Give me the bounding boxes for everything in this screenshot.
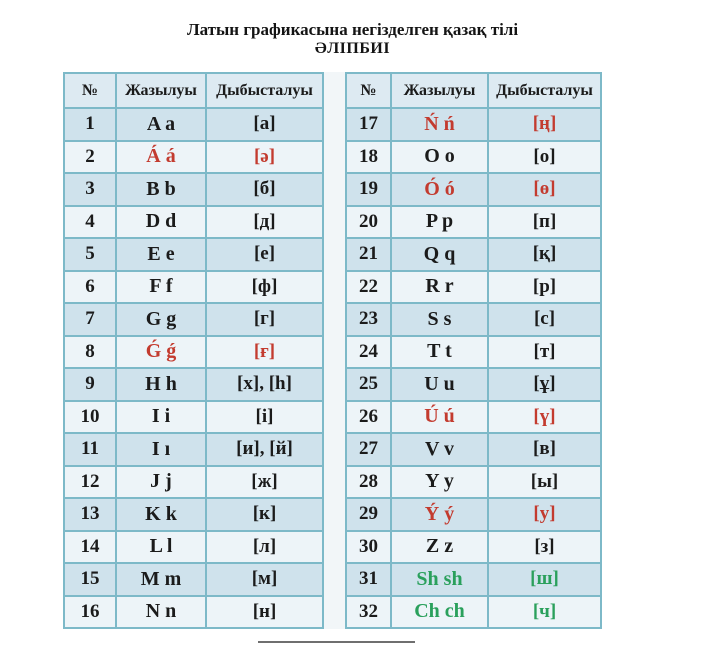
letter-pair: Ǵ ǵ: [116, 336, 206, 369]
table-row: [64, 368, 323, 401]
pronunciation: [ж]: [206, 466, 323, 499]
row-number: 28: [346, 466, 391, 499]
table-row: [346, 108, 601, 141]
row-number: 8: [64, 336, 116, 369]
footer-rule: [258, 641, 415, 643]
row-number: 9: [64, 368, 116, 401]
row-number: 10: [64, 401, 116, 434]
pronunciation: [а]: [206, 108, 323, 141]
letter-pair: I i: [116, 401, 206, 434]
letter-pair: B b: [116, 173, 206, 206]
letter-pair: Á á: [116, 141, 206, 174]
pronunciation: [о]: [488, 141, 601, 174]
letter-pair: H h: [116, 368, 206, 401]
row-number: 18: [346, 141, 391, 174]
pronunciation: [с]: [488, 303, 601, 336]
pronunciation: [ф]: [206, 271, 323, 304]
letter-pair: Ń ń: [391, 108, 488, 141]
pronunciation: [н]: [206, 596, 323, 629]
table-row: [346, 531, 601, 564]
pronunciation: [п]: [488, 206, 601, 239]
row-number: 14: [64, 531, 116, 564]
table-row: [346, 336, 601, 369]
pronunciation: [р]: [488, 271, 601, 304]
row-number: 16: [64, 596, 116, 629]
table-row: [64, 336, 323, 369]
row-number: 4: [64, 206, 116, 239]
row-number: 21: [346, 238, 391, 271]
letter-pair: J j: [116, 466, 206, 499]
letter-pair: T t: [391, 336, 488, 369]
table-gap: [324, 72, 345, 629]
pronunciation: [қ]: [488, 238, 601, 271]
header-written: Жазылуы: [116, 73, 206, 108]
alphabet-tables: [63, 72, 602, 629]
row-number: 20: [346, 206, 391, 239]
header-sound: Дыбысталуы: [206, 73, 323, 108]
alphabet-table-right: [345, 72, 602, 629]
letter-pair: E e: [116, 238, 206, 271]
alphabet-table-left: [63, 72, 324, 629]
header-num: №: [346, 73, 391, 108]
pronunciation: [г]: [206, 303, 323, 336]
table-row: [64, 531, 323, 564]
letter-pair: Ch ch: [391, 596, 488, 629]
letter-pair: V v: [391, 433, 488, 466]
letter-pair: P p: [391, 206, 488, 239]
table-row: [346, 141, 601, 174]
letter-pair: G g: [116, 303, 206, 336]
row-number: 24: [346, 336, 391, 369]
row-number: 6: [64, 271, 116, 304]
row-number: 2: [64, 141, 116, 174]
table-row: [346, 563, 601, 596]
header-num: №: [64, 73, 116, 108]
pronunciation: [т]: [488, 336, 601, 369]
pronunciation: [м]: [206, 563, 323, 596]
row-number: 3: [64, 173, 116, 206]
header-sound: Дыбысталуы: [488, 73, 601, 108]
header-row: [64, 73, 323, 108]
letter-pair: D d: [116, 206, 206, 239]
table-row: [346, 596, 601, 629]
pronunciation: [ө]: [488, 173, 601, 206]
pronunciation: [ы]: [488, 466, 601, 499]
title-line-1: Латын графикасына негізделген қазақ тілі: [186, 20, 519, 39]
letter-pair: M m: [116, 563, 206, 596]
letter-pair: Q q: [391, 238, 488, 271]
table-row: [64, 596, 323, 629]
row-number: 31: [346, 563, 391, 596]
pronunciation: [х], [h]: [206, 368, 323, 401]
table-row: [64, 206, 323, 239]
pronunciation: [ш]: [488, 563, 601, 596]
row-number: 1: [64, 108, 116, 141]
table-row: [346, 173, 601, 206]
row-number: 30: [346, 531, 391, 564]
table-row: [346, 206, 601, 239]
table-row: [64, 401, 323, 434]
table-row: [64, 141, 323, 174]
letter-pair: O o: [391, 141, 488, 174]
pronunciation: [ч]: [488, 596, 601, 629]
pronunciation: [ү]: [488, 401, 601, 434]
table-row: [346, 433, 601, 466]
pronunciation: [е]: [206, 238, 323, 271]
letter-pair: Ú ú: [391, 401, 488, 434]
pronunciation: [ә]: [206, 141, 323, 174]
pronunciation: [д]: [206, 206, 323, 239]
table-row: [64, 498, 323, 531]
pronunciation: [у]: [488, 498, 601, 531]
letter-pair: S s: [391, 303, 488, 336]
table-row: [346, 238, 601, 271]
pronunciation: [л]: [206, 531, 323, 564]
pronunciation: [к]: [206, 498, 323, 531]
row-number: 12: [64, 466, 116, 499]
row-number: 5: [64, 238, 116, 271]
row-number: 15: [64, 563, 116, 596]
letter-pair: R r: [391, 271, 488, 304]
letter-pair: F f: [116, 271, 206, 304]
table-row: [346, 498, 601, 531]
table-row: [64, 303, 323, 336]
table-row: [346, 466, 601, 499]
row-number: 23: [346, 303, 391, 336]
row-number: 19: [346, 173, 391, 206]
table-row: [346, 368, 601, 401]
pronunciation: [б]: [206, 173, 323, 206]
letter-pair: Sh sh: [391, 563, 488, 596]
table-row: [64, 466, 323, 499]
row-number: 25: [346, 368, 391, 401]
table-row: [346, 271, 601, 304]
row-number: 27: [346, 433, 391, 466]
letter-pair: U u: [391, 368, 488, 401]
row-number: 32: [346, 596, 391, 629]
pronunciation: [і]: [206, 401, 323, 434]
table-row: [64, 563, 323, 596]
table-row: [346, 303, 601, 336]
row-number: 7: [64, 303, 116, 336]
table-row: [64, 433, 323, 466]
row-number: 11: [64, 433, 116, 466]
row-number: 26: [346, 401, 391, 434]
table-row: [64, 173, 323, 206]
letter-pair: L l: [116, 531, 206, 564]
pronunciation: [з]: [488, 531, 601, 564]
letter-pair: Ý ý: [391, 498, 488, 531]
pronunciation: [ұ]: [488, 368, 601, 401]
letter-pair: Z z: [391, 531, 488, 564]
header-row: [346, 73, 601, 108]
row-number: 17: [346, 108, 391, 141]
letter-pair: Y y: [391, 466, 488, 499]
table-row: [64, 271, 323, 304]
pronunciation: [ғ]: [206, 336, 323, 369]
pronunciation: [в]: [488, 433, 601, 466]
table-row: [64, 238, 323, 271]
letter-pair: I ı: [116, 433, 206, 466]
letter-pair: A a: [116, 108, 206, 141]
title-line-2: ӘЛІПБИІ: [314, 40, 391, 57]
table-row: [64, 108, 323, 141]
row-number: 22: [346, 271, 391, 304]
header-written: Жазылуы: [391, 73, 488, 108]
page-title: [0, 20, 705, 58]
pronunciation: [и], [й]: [206, 433, 323, 466]
letter-pair: N n: [116, 596, 206, 629]
letter-pair: K k: [116, 498, 206, 531]
row-number: 13: [64, 498, 116, 531]
pronunciation: [ң]: [488, 108, 601, 141]
table-row: [346, 401, 601, 434]
row-number: 29: [346, 498, 391, 531]
letter-pair: Ó ó: [391, 173, 488, 206]
